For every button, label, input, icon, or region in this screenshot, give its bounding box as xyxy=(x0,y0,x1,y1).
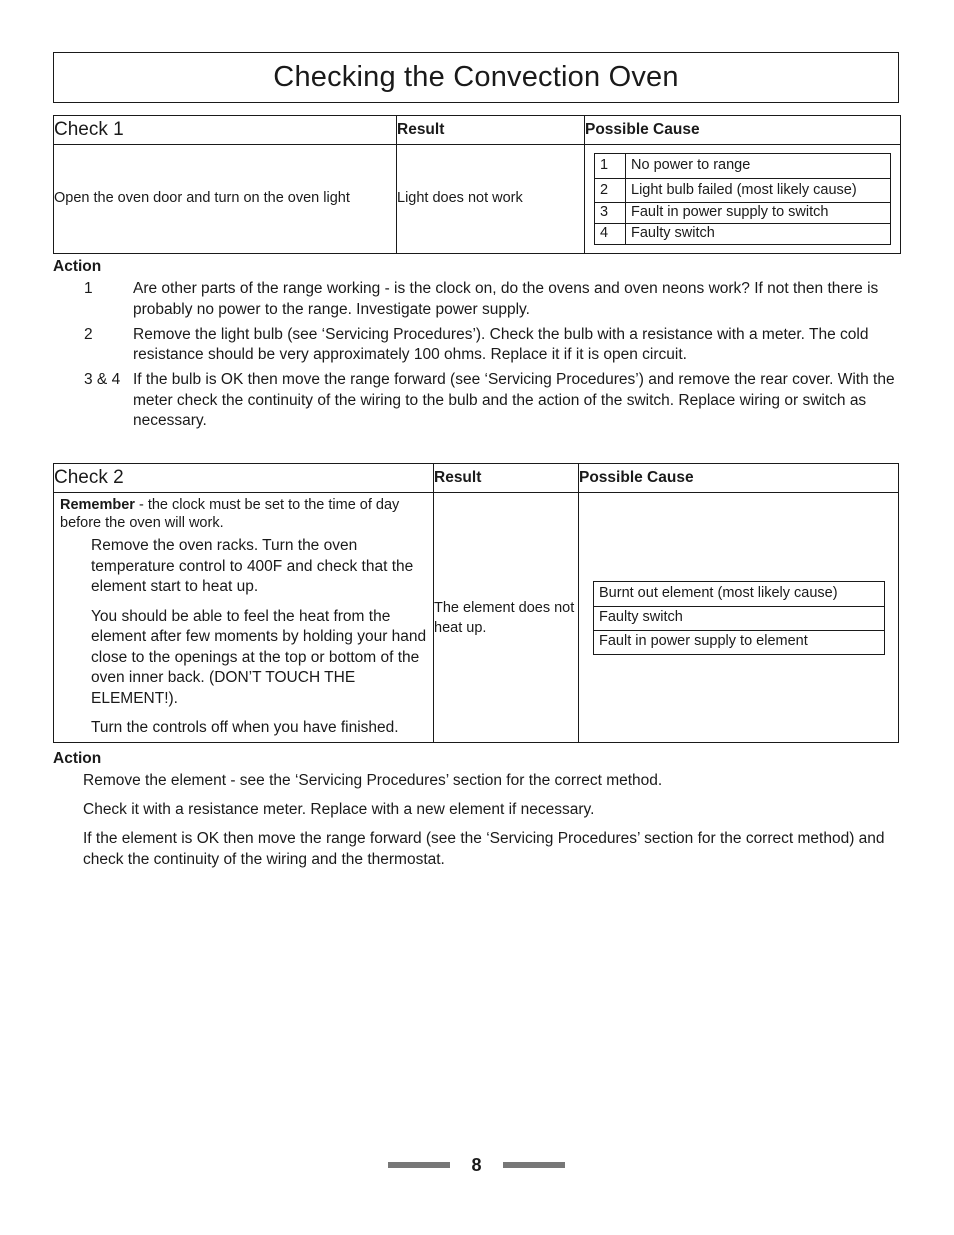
page-number: 8 xyxy=(471,1154,482,1175)
action-item-number: 2 xyxy=(84,325,93,343)
check2-label: Check 2 xyxy=(54,464,434,493)
footer-bar-right xyxy=(503,1162,565,1168)
check2-result-header: Result xyxy=(434,464,579,493)
action1-heading: Action xyxy=(53,258,102,275)
page-title: Checking the Convection Oven xyxy=(273,61,679,93)
action-item-text: Remove the light bulb (see ‘Servicing Procedures’). Check the bulb with a resistance with a meter. The cold resistance should be very approximately 100 ohms. Replace it if it is open circuit. xyxy=(133,325,869,363)
cause-text: Light bulb failed (most likely cause) xyxy=(626,179,891,203)
check1-cause-row xyxy=(595,154,891,179)
check1-causes-cell xyxy=(585,145,901,254)
check2-causes-table xyxy=(593,581,885,655)
check1-cause-row xyxy=(595,179,891,203)
footer-bar-left xyxy=(388,1162,450,1168)
check2-cause-row xyxy=(594,630,885,654)
action1-list xyxy=(53,279,899,436)
cause-text: Burnt out element (most likely cause) xyxy=(594,581,885,606)
cause-number: 4 xyxy=(595,224,626,245)
check1-result-header: Result xyxy=(397,116,585,145)
check1-result-text: Light does not work xyxy=(397,145,585,254)
cause-number: 1 xyxy=(595,154,626,179)
action-item xyxy=(53,370,899,432)
check2-table xyxy=(53,463,899,743)
check2-cause-row xyxy=(594,606,885,630)
cause-text: Fault in power supply to switch xyxy=(626,203,891,224)
check1-cause-row xyxy=(595,224,891,245)
cause-text: No power to range xyxy=(626,154,891,179)
remember-note xyxy=(60,496,427,532)
action-item xyxy=(53,325,899,366)
check2-step: Remove the oven racks. Turn the oven temperature control to 400F and check that the element start to heat up. xyxy=(91,537,414,595)
page-footer xyxy=(388,1153,565,1177)
action2-heading: Action xyxy=(53,750,102,767)
cause-text: Faulty switch xyxy=(626,224,891,245)
check2-steps xyxy=(60,536,427,739)
title-box xyxy=(53,52,899,103)
action-item xyxy=(53,279,899,320)
check1-table xyxy=(53,115,901,254)
check2-check-cell xyxy=(54,493,434,743)
check1-cause-row xyxy=(595,203,891,224)
action-item-text: Are other parts of the range working - is the clock on, do the ovens and oven neons work? If not then there is probably no power to the range. Investigate power supply. xyxy=(133,280,879,318)
check1-check-text: Open the oven door and turn on the oven light xyxy=(54,145,397,254)
cause-text: Faulty switch xyxy=(594,606,885,630)
check2-result-text: The element does not heat up. xyxy=(434,493,579,743)
action2-paragraph: Remove the element - see the ‘Servicing Procedures’ section for the correct method. xyxy=(83,772,663,789)
cause-number: 3 xyxy=(595,203,626,224)
check1-causes-table xyxy=(594,153,891,245)
check2-cause-header: Possible Cause xyxy=(579,464,899,493)
check2-causes-cell xyxy=(579,493,899,743)
check1-label: Check 1 xyxy=(54,116,397,145)
check2-cause-row xyxy=(594,581,885,606)
action-item-text: If the bulb is OK then move the range forward (see ‘Servicing Procedures’) and remove the rear cover. With the meter check the continuity of the wiring to the bulb and the action of the switch. Replace wiring or switch as necessary. xyxy=(133,371,895,429)
action-item-number: 3 & 4 xyxy=(84,371,121,388)
remember-text: - the clock must be set to the time of day before the oven will work. xyxy=(60,497,400,531)
check2-step: You should be able to feel the heat from the element after few moments by holding your hand close to the openings at the top or bottom of the oven inner back. (DON’T TOUCH THE ELEMENT!). xyxy=(91,607,427,707)
check1-cause-header: Possible Cause xyxy=(585,116,901,145)
action-item-number: 1 xyxy=(84,280,93,297)
check2-step: Turn the controls off when you have finished. xyxy=(91,719,399,736)
cause-text: Fault in power supply to element xyxy=(594,630,885,654)
cause-number: 2 xyxy=(595,179,626,203)
action2-paragraph: If the element is OK then move the range forward (see the ‘Servicing Procedures’ section for the correct method) and check the continuity of the wiring and the thermostat. xyxy=(83,830,885,868)
action2-paragraph: Check it with a resistance meter. Replace with a new element if necessary. xyxy=(83,801,595,818)
remember-label: Remember xyxy=(60,497,135,513)
